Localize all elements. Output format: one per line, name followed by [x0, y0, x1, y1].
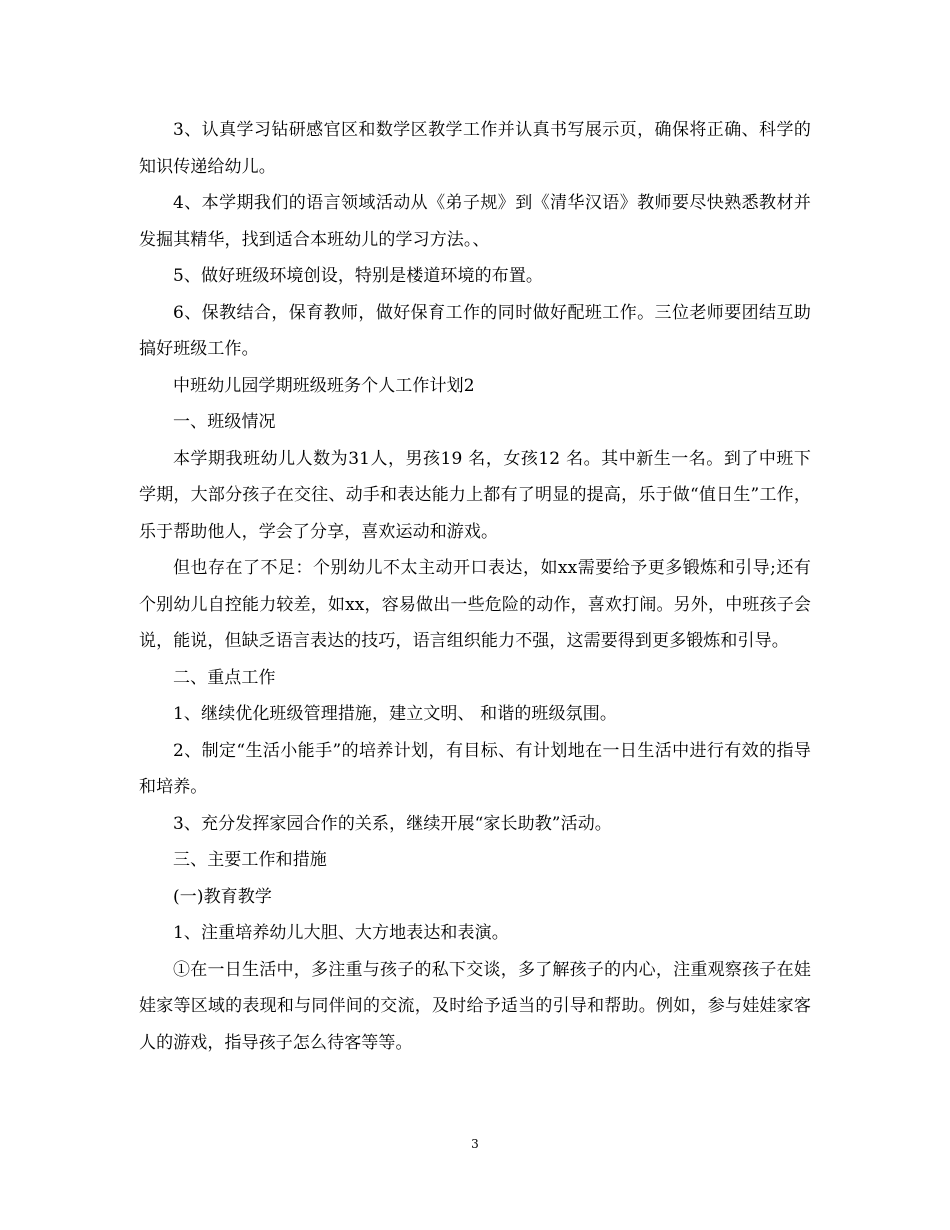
heading-class-situation: 一、班级情况	[173, 412, 276, 432]
paragraph-item-6: 6、保教结合，保育教师，做好保育工作的同时做好配班工作。三位老师要团结互助搞好班级工作。	[139, 302, 811, 359]
section-title: 中班幼儿园学期班级班务个人工作计划2	[173, 375, 475, 396]
document-body	[139, 112, 811, 1061]
paragraph-education-1: 1、注重培养幼儿大胆、大方地表达和表演。	[173, 923, 509, 943]
heading-key-work: 二、重点工作	[173, 667, 276, 688]
page-number: 3	[471, 1137, 479, 1151]
heading-main-measures: 三、主要工作和措施	[173, 850, 327, 870]
paragraph-key-work-1: 1、继续优化班级管理措施，建立文明、 和谐的班级氛围。	[173, 704, 617, 724]
paragraph-key-work-2: 2、制定“生活小能手”的培养计划，有目标、有计划地在一日生活中进行有效的指导和培养。	[139, 740, 811, 797]
paragraph-item-3: 3、认真学习钻研感官区和数学区教学工作并认真书写展示页，确保将正确、科学的知识传递给幼儿。	[139, 120, 811, 177]
paragraph-shortcomings: 但也存在了不足：个别幼儿不太主动开口表达，如xx需要给予更多锻炼和引导;还有个别幼儿自控能力较差，如xx，容易做出一些危险的动作，喜欢打闹。另外，中班孩子会说，能说，但缺乏语言表达的技巧，语言组织能力不强，这需要得到更多锻炼和引导。	[139, 558, 811, 651]
paragraph-key-work-3: 3、充分发挥家园合作的关系，继续开展“家长助教”活动。	[173, 813, 612, 834]
paragraph-education-detail: ①在一日生活中，多注重与孩子的私下交谈，多了解孩子的内心，注重观察孩子在娃娃家等区域的表现和与同伴间的交流，及时给予适当的引导和帮助。例如，参与娃娃家客人的游戏，指导孩子怎么待客等等。	[139, 959, 811, 1053]
paragraph-item-4: 4、本学期我们的语言领域活动从《弟子规》到《清华汉语》教师要尽快熟悉教材并发掘其精华，找到适合本班幼儿的学习方法。、	[139, 193, 811, 250]
subheading-education: (一)教育教学	[173, 886, 272, 907]
paragraph-item-5: 5、做好班级环境创设，特别是楼道环境的布置。	[173, 266, 544, 286]
paragraph-class-overview: 本学期我班幼儿人数为31人，男孩19 名，女孩12 名。其中新生一名。到了中班下学期，大部分孩子在交往、动手和表达能力上都有了明显的提高，乐于做“值日生”工作，乐于帮助他人，学会了分享，喜欢运动和游戏。	[139, 448, 811, 542]
